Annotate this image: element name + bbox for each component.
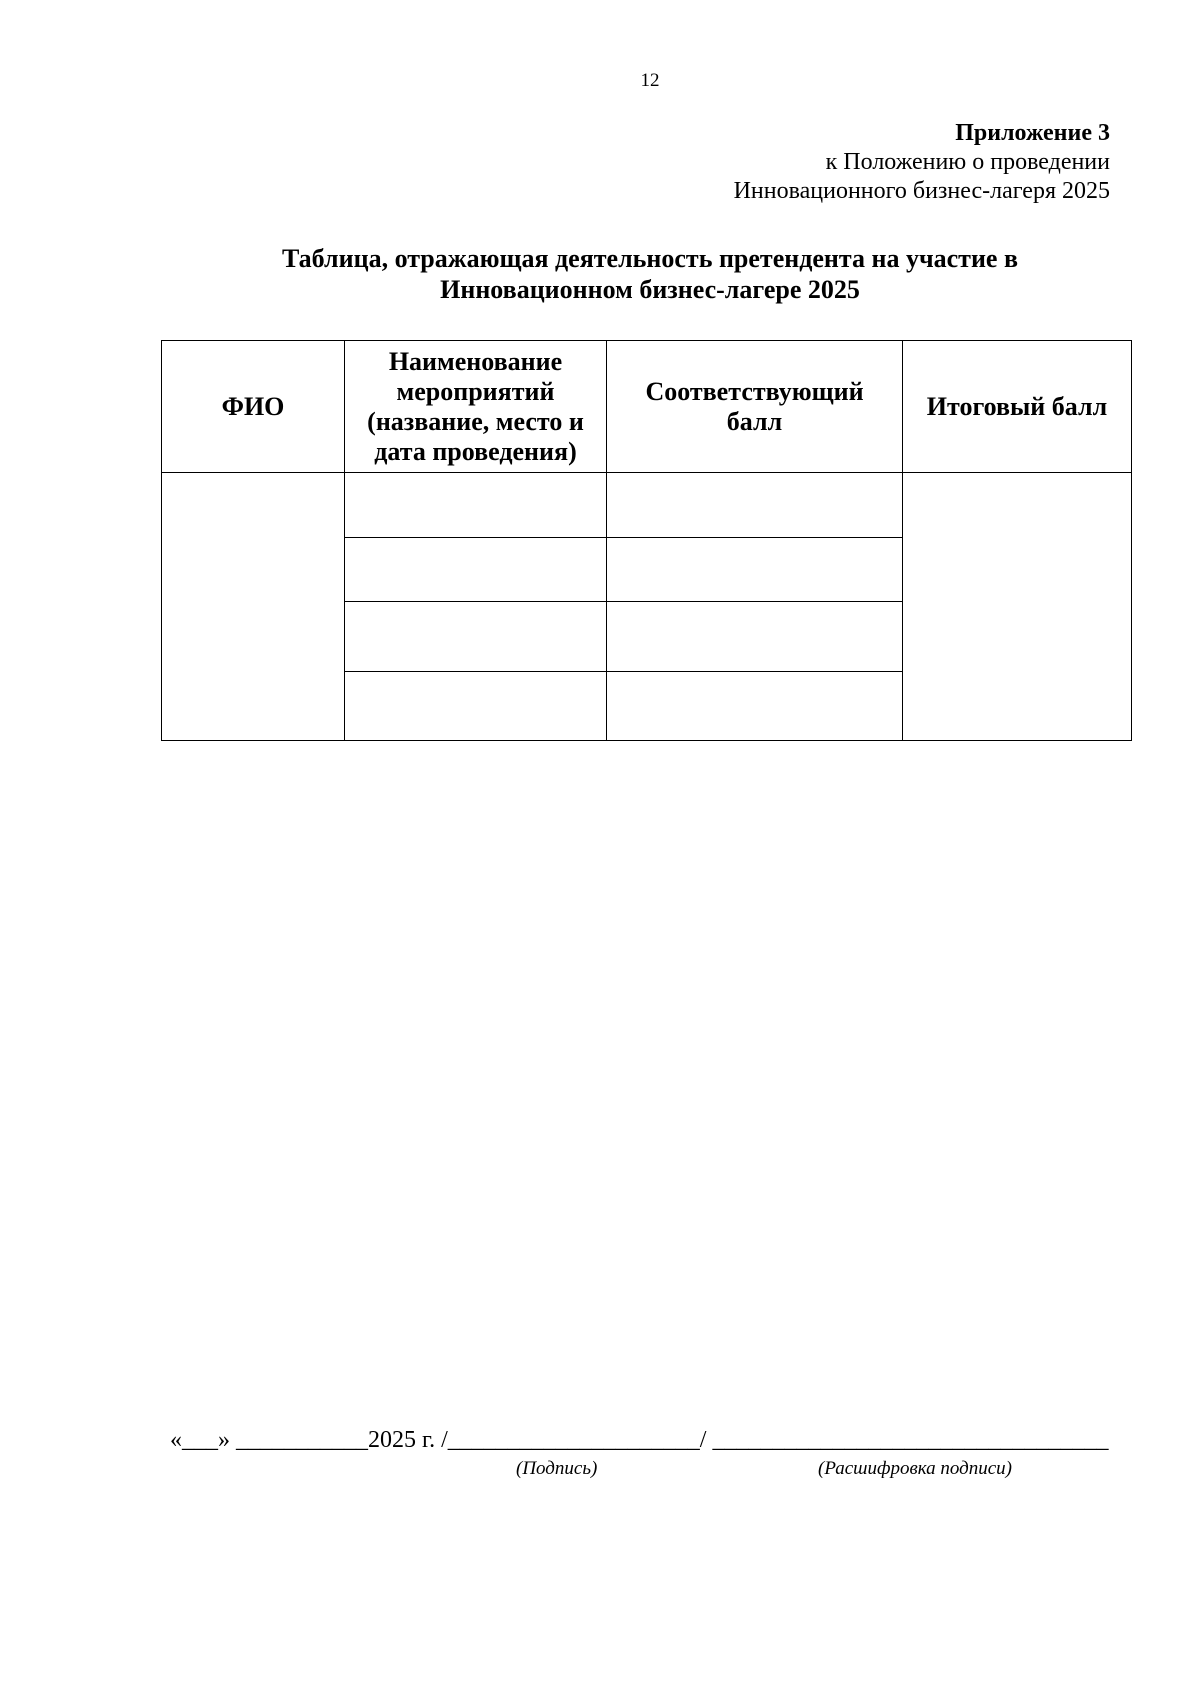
header-events xyxy=(345,341,607,473)
document-title xyxy=(160,243,1140,305)
caption-signature-decode: (Расшифровка подписи) xyxy=(818,1458,1013,1479)
cell-event[interactable] xyxy=(345,602,607,672)
cell-fio[interactable] xyxy=(162,473,345,741)
cell-event[interactable] xyxy=(345,473,607,538)
header-events-line-2: мероприятий xyxy=(396,376,555,406)
cell-score[interactable] xyxy=(607,473,903,538)
cell-score[interactable] xyxy=(607,602,903,672)
document-title-line-1: Таблица, отражающая деятельность претендента на участие в xyxy=(281,244,1019,273)
header-fio-label: ФИО xyxy=(221,391,285,421)
table-row xyxy=(162,473,1132,538)
document-title-line-2: Инновационном бизнес-лагере 2025 xyxy=(440,275,860,304)
appendix-line-1: к Положению о проведении xyxy=(825,149,1110,175)
cell-event[interactable] xyxy=(345,538,607,602)
page-number: 12 xyxy=(640,70,660,91)
cell-score[interactable] xyxy=(607,672,903,741)
appendix-line-2: Инновационного бизнес-лагеря 2025 xyxy=(733,178,1110,204)
header-score-line-2: балл xyxy=(726,406,783,436)
header-events-line-3: (название, место и xyxy=(367,406,584,436)
table-header-row xyxy=(162,341,1132,473)
cell-score[interactable] xyxy=(607,538,903,602)
caption-signature: (Подпись) xyxy=(516,1458,598,1479)
appendix-title: Приложение 3 xyxy=(955,120,1110,146)
header-fio xyxy=(162,341,345,473)
signature-line[interactable]: «___» ___________2025 г. /_____________________/ _________________________________ xyxy=(170,1427,1109,1453)
header-events-line-1: Наименование xyxy=(388,346,563,376)
header-events-line-4: дата проведения) xyxy=(374,436,577,466)
header-score-line-1: Соответствующий xyxy=(645,376,864,406)
cell-total[interactable] xyxy=(903,473,1132,741)
header-total xyxy=(903,341,1132,473)
header-total-label: Итоговый балл xyxy=(926,391,1108,421)
appendix-block xyxy=(734,119,1110,206)
activity-table xyxy=(161,340,1132,741)
cell-event[interactable] xyxy=(345,672,607,741)
header-score xyxy=(607,341,903,473)
